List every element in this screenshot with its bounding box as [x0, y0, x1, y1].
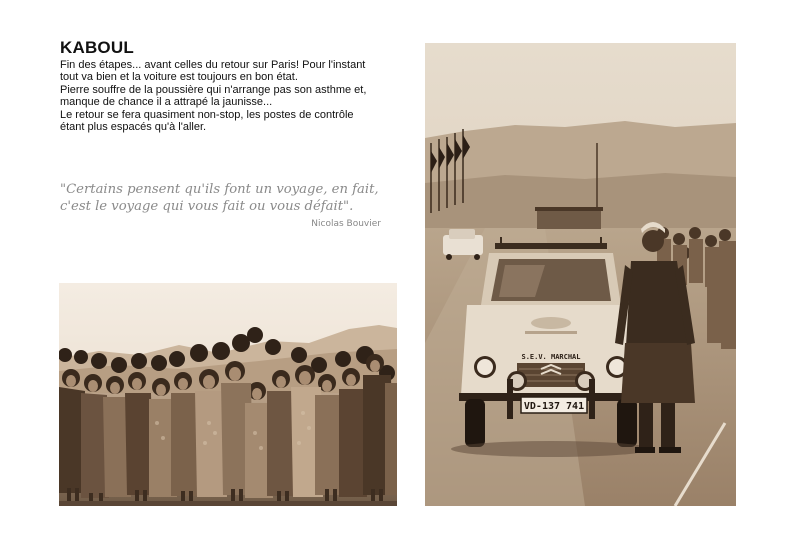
photo-car	[425, 43, 736, 506]
body-line: tout va bien et la voiture est toujours en bon état.	[60, 71, 298, 84]
page-title: KABOUL	[60, 38, 134, 57]
body-text	[60, 59, 405, 133]
quote-author: Nicolas Bouvier	[311, 219, 381, 229]
photo-car-image	[425, 43, 736, 506]
quote	[60, 181, 390, 215]
license-plate: VD-137 741	[523, 401, 585, 412]
photo-children-image	[59, 283, 397, 506]
body-line: étant plus espacés qu'à l'aller.	[60, 121, 207, 134]
body-line: Fin des étapes... avant celles du retour sur Paris! Pour l'instant	[60, 59, 366, 71]
quote-line: "Certains pensent qu'ils font un voyage, en fait,	[60, 182, 379, 197]
body-line: Le retour se fera quasiment non-stop, les postes de contrôle	[60, 108, 354, 121]
photo-children	[59, 283, 397, 506]
body-line: manque de chance il a attrapé la jaunisse...	[60, 96, 273, 109]
body-line: Pierre souffre de la poussière qui n'arrange pas son asthme et,	[60, 83, 367, 96]
quote-line: c'est le voyage qui vous fait ou vous défait".	[60, 199, 354, 214]
bumper-text: S.E.V. MARCHAL	[521, 353, 581, 361]
